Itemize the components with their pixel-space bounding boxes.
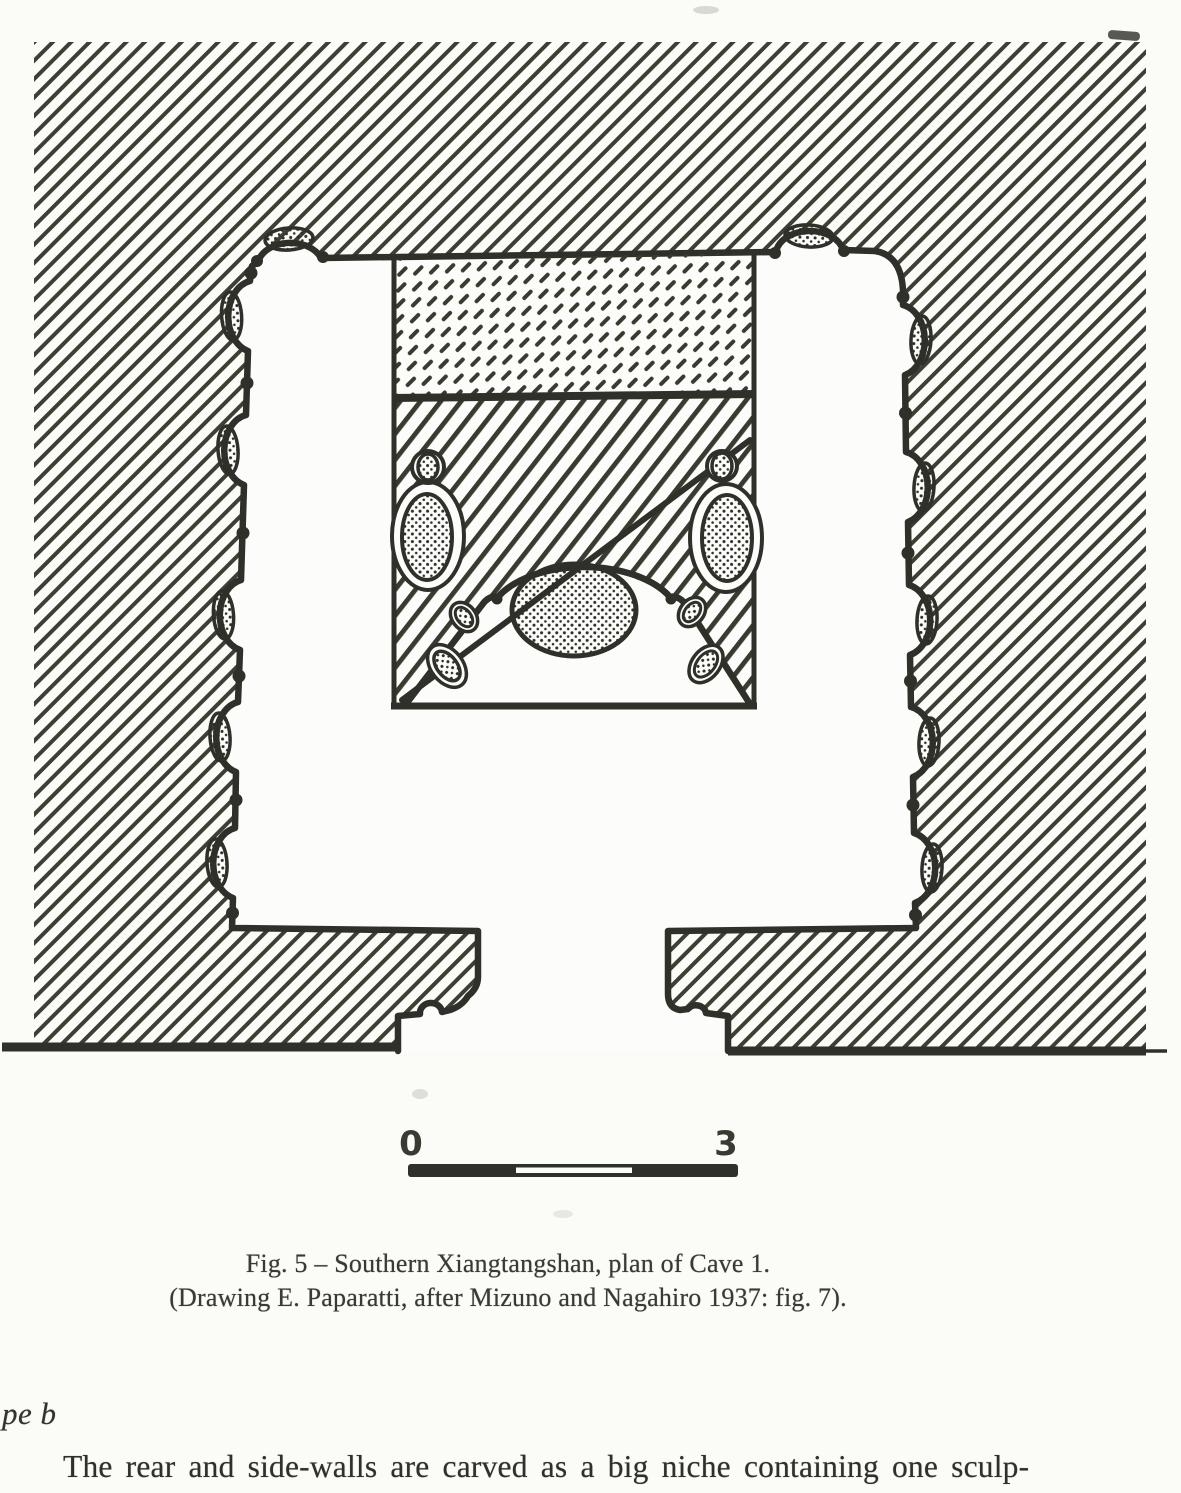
pillar-divider-line	[392, 394, 756, 398]
pillar-upper-dashed-band	[394, 253, 754, 398]
sculpture-right-niche	[702, 495, 752, 581]
section-heading: pe b	[2, 1396, 57, 1431]
sculpture-left-niche	[402, 494, 452, 580]
figure-caption	[28, 1247, 988, 1315]
scale-bar	[399, 1124, 738, 1177]
sculpture-main-statue	[512, 564, 636, 656]
scale-label-3: 3	[714, 1124, 738, 1164]
sculpture-corner-right	[784, 224, 833, 248]
figure-caption-line1: Fig. 5 – Southern Xiangtangshan, plan of Cave 1.	[245, 1249, 771, 1278]
central-pillar	[391, 253, 762, 706]
scale-label-0: 0	[399, 1124, 423, 1164]
body-paragraph: The rear and side-walls are carved as a big niche containing one sculp-	[63, 1449, 1030, 1484]
figure-caption-line2: (Drawing E. Paparatti, after Mizuno and Nagahiro 1937: fig. 7).	[169, 1283, 847, 1312]
